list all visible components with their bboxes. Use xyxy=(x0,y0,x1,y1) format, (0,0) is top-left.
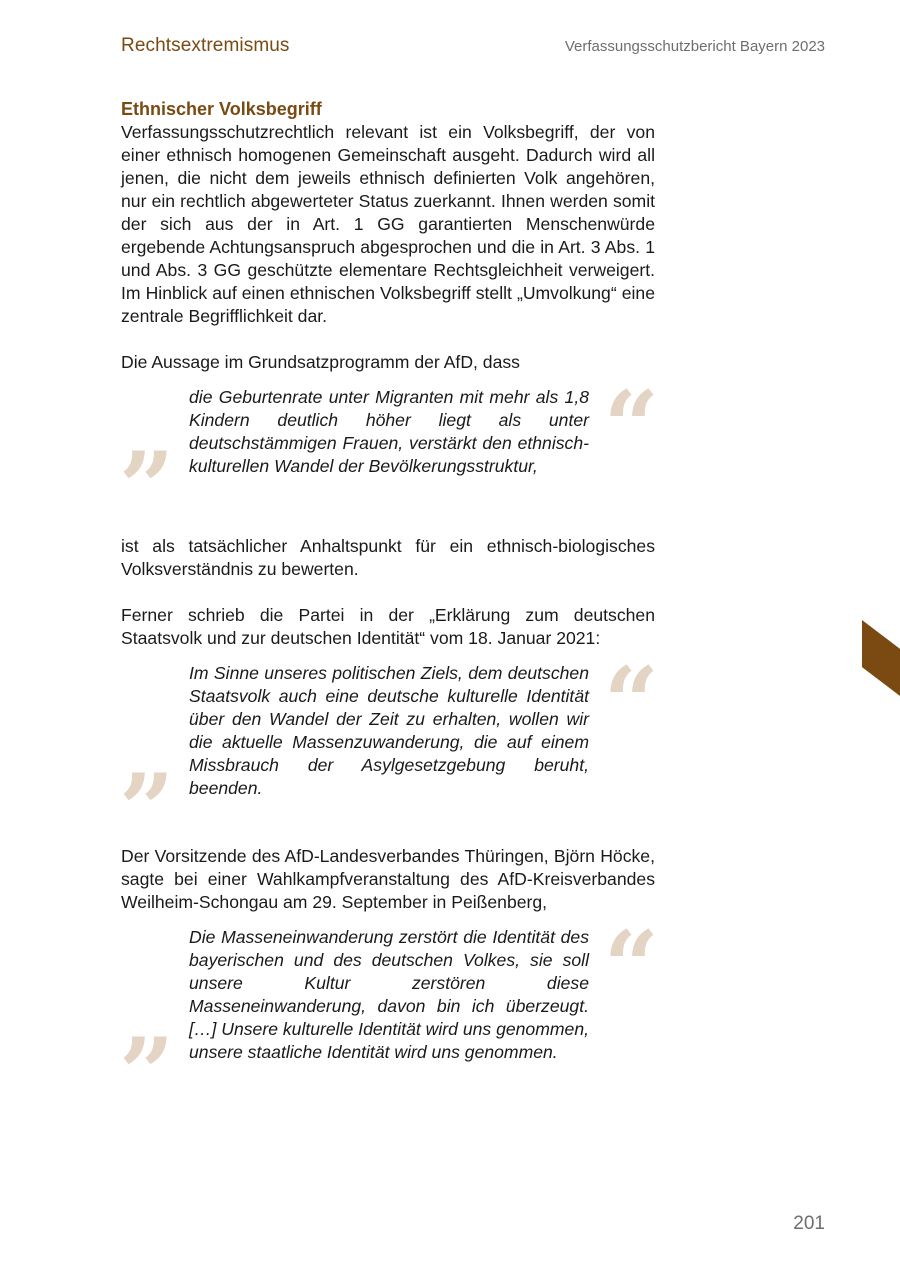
paragraph-intro-quote-2: Ferner schrieb die Partei in der „Erklärung zum deutschen Staatsvolk und zur deutschen Identität“ vom 18. Januar 2021: xyxy=(121,605,655,648)
blockquote-1 xyxy=(119,370,659,544)
close-quote-icon: ” xyxy=(119,1017,175,1130)
paragraph-intro-quote-1: Die Aussage im Grundsatzprogramm der AfD, dass xyxy=(121,352,520,372)
blockquote-3 xyxy=(119,910,659,1130)
section-title: Ethnischer Volksbegriff xyxy=(121,99,322,119)
quote-text-3: Die Masseneinwanderung zerstört die Identität des bayerischen und des deutschen Volkes, sie soll unsere Kultur zerstören diese Masseneinwanderung, davon bin ich überzeugt. […] Unsere kulturelle Identität wird uns genommen, unsere staatliche Identität wird uns genommen. xyxy=(189,927,589,1062)
paragraph-assessment: ist als tatsächlicher Anhaltspunkt für ein ethnisch-biologisches Volksverständnis zu bewerten. xyxy=(121,536,655,579)
open-quote-icon: “ xyxy=(603,910,659,1023)
page-number: 201 xyxy=(793,1213,825,1234)
quote-text-2: Im Sinne unseres politischen Ziels, dem deutschen Staatsvolk auch eine deutsche kulturelle Identität über den Wandel der Zeit zu erhalten, wollen wir die aktuelle Massenzuwanderung, die auf einem Missbrauch der Asylgesetzgebung beruht, beenden. xyxy=(189,663,589,798)
page-content xyxy=(119,98,659,1130)
running-header-section: Rechtsextremismus xyxy=(121,35,290,56)
running-header-publication: Verfassungsschutzbericht Bayern 2023 xyxy=(564,38,825,55)
quote-text-1: die Geburtenrate unter Migranten mit mehr als 1,8 Kindern deutlich höher liegt als unter deutschstämmigen Frauen, verstärkt den ethnisch-kulturellen Wandel der Bevölkerungsstruktur, xyxy=(189,387,589,476)
open-quote-icon: “ xyxy=(603,370,659,483)
close-quote-icon: ” xyxy=(119,753,175,866)
open-quote-icon: “ xyxy=(603,646,659,759)
blockquote-2 xyxy=(119,646,659,866)
paragraph-ethnic-concept: Verfassungsschutzrechtlich relevant ist ein Volksbegriff, der von einer ethnisch homogenen Gemeinschaft ausgeht. Dadurch wird all jenen, die nicht dem jeweils ethnisch definierten Volk angehören, nur ein rechtlich abgewerteter Status zuerkannt. Ihnen werden somit der sich aus der in Art. 1 GG garantierten Menschenwürde ergebende Achtungsanspruch abgesprochen und die in Art. 3 Abs. 1 und Abs. 3 GG geschützte elementare Rechtsgleichheit verweigert. Im Hinblick auf einen ethnischen Volksbegriff stellt „Umvolkung“ eine zentrale Begrifflichkeit dar. xyxy=(121,122,655,326)
close-quote-icon: ” xyxy=(119,431,175,544)
chapter-tab-marker xyxy=(862,620,900,696)
paragraph-intro-quote-3: Der Vorsitzende des AfD-Landesverbandes Thüringen, Björn Höcke, sagte bei einer Wahlkampfveranstaltung des AfD-Kreisverbandes Weilheim-Schongau am 29. September in Peißenberg, xyxy=(121,846,655,912)
